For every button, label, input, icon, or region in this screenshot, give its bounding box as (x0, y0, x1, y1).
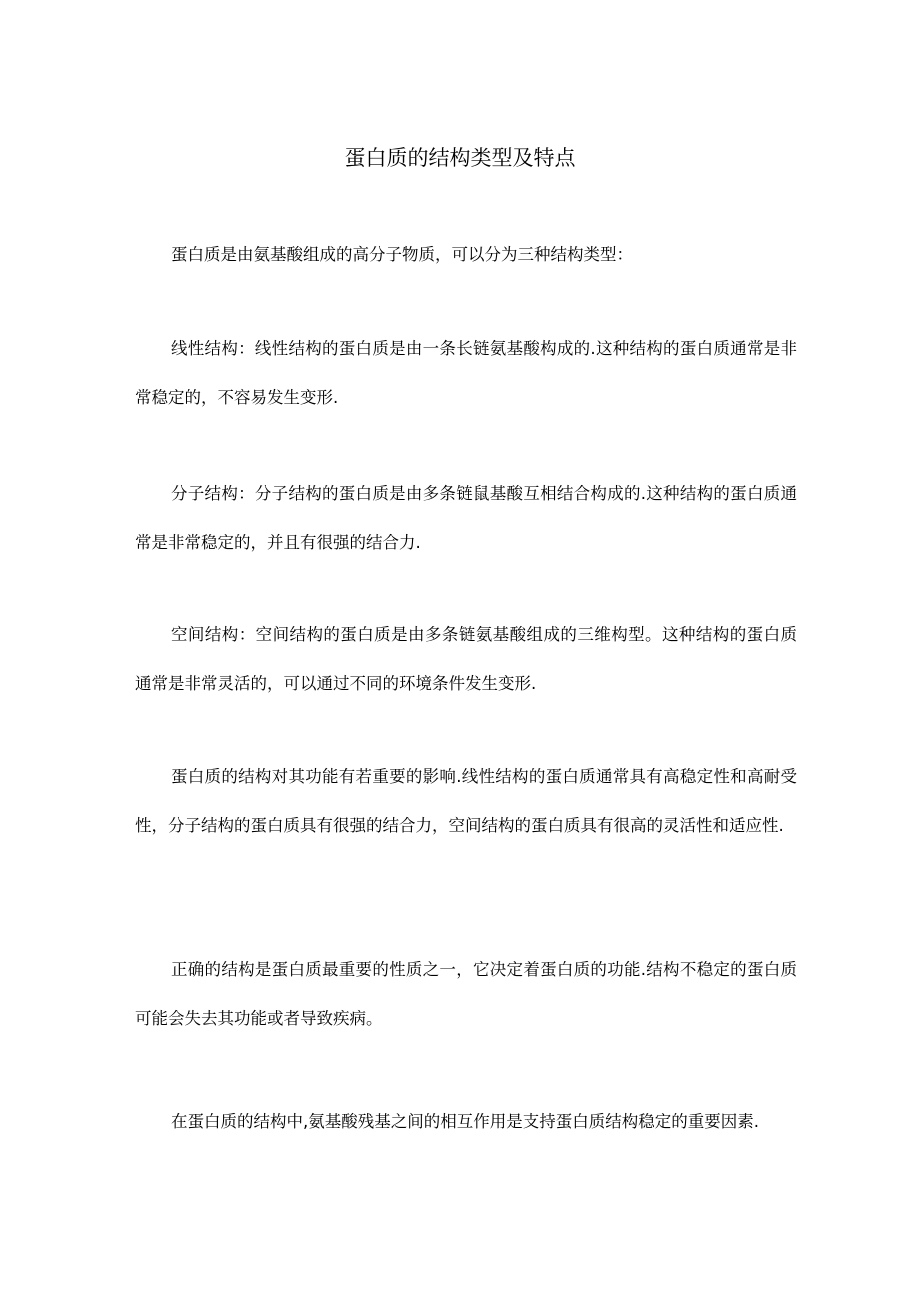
paragraph-linear-structure: 线性结构：线性结构的蛋白质是由一条长链氨基酸构成的.这种结构的蛋白质通常是非常稳定的，不容易发生变形. (135, 339, 797, 407)
paragraph-structure-function: 蛋白质的结构对其功能有若重要的影响.线性结构的蛋白质通常具有高稳定性和高耐受性，分子结构的蛋白质具有很强的结合力，空间结构的蛋白质具有很高的灵活性和适应性. (135, 767, 797, 835)
paragraph-molecular-structure: 分子结构：分子结构的蛋白质是由多条链鼠基酸互相结合构成的.这种结构的蛋白质通常是非常稳定的，并且有很强的结合力. (135, 484, 797, 552)
paragraph-residue-interactions: 在蛋白质的结构中,氨基酸残基之间的相互作用是支持蛋白质结构稳定的重要因素. (171, 1112, 759, 1131)
paragraph-intro: 蛋白质是由氨基酸组成的高分子物质，可以分为三种结构类型： (171, 245, 633, 264)
paragraph-correct-structure: 正确的结构是蛋白质最重要的性质之一，它决定着蛋白质的功能.结构不稳定的蛋白质可能会失去其功能或者导致疾病。 (135, 960, 797, 1028)
paragraph-spatial-structure: 空间结构：空间结构的蛋白质是由多条链氨基酸组成的三维构型。这种结构的蛋白质通常是非常灵活的，可以通过不同的环境条件发生变形. (135, 625, 797, 693)
document-title: 蛋白质的结构类型及特点 (344, 146, 576, 170)
